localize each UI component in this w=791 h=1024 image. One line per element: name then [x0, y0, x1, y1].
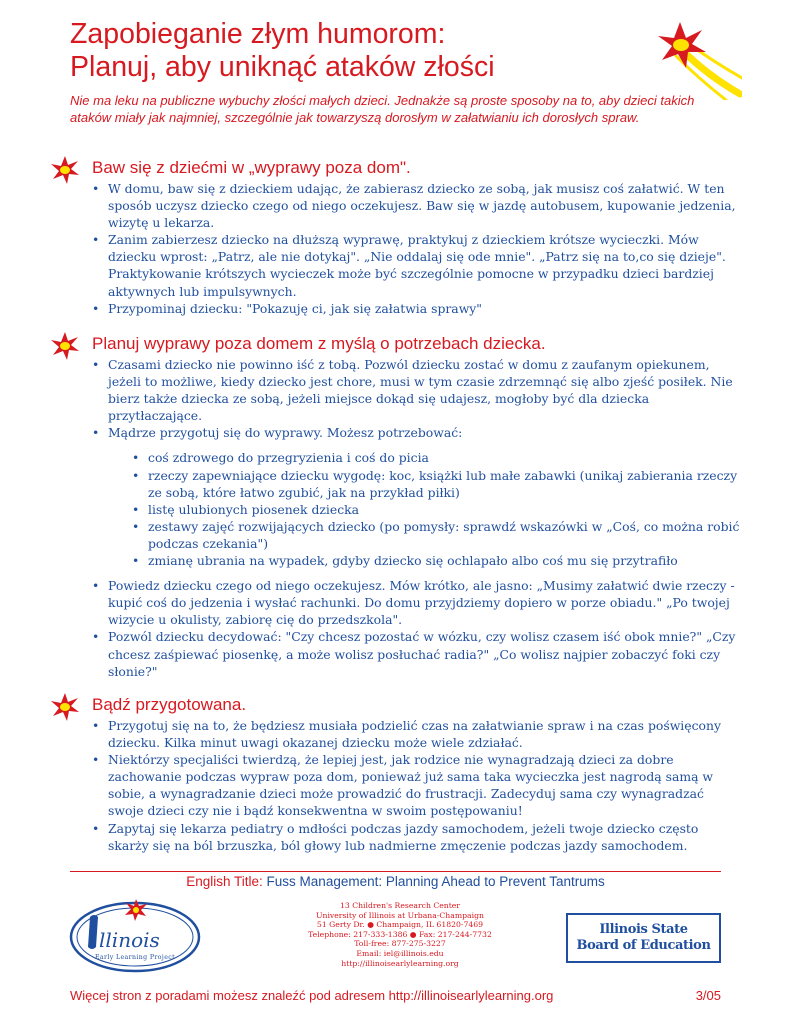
- contact-line: Email: iel@illinois.edu: [356, 948, 444, 958]
- section-heading: Baw się z dziećmi w „wyprawy poza dom".: [92, 158, 411, 177]
- list-item: • Zapytaj się lekarza pediatry o mdłości podczas jazdy samochodem, jeżeli twoje dziecko często skarży się na ból brzuszka, ból głowy lub nadmierne zmęczenie podczas jazdy samochodem.: [92, 820, 740, 854]
- contact-line: 13 Children's Research Center: [339, 901, 461, 910]
- contact-line: http://illinoisearlylearning.org: [341, 958, 459, 968]
- title-line-2: Planuj, aby uniknąć ataków złości: [70, 51, 495, 83]
- logo-wordmark: llinois: [99, 928, 160, 952]
- list-item: • W domu, baw się z dzieckiem udając, że zabierasz dziecko ze sobą, jak musisz coś załatwić. W ten sposób uczysz dziecko czego od niego oczekujesz. Baw się w jazdę autobusem, kupowanie jedzenia, wizytę u lekarza.: [92, 180, 740, 231]
- star-icon: [50, 692, 80, 722]
- page-footer: [70, 988, 721, 1003]
- english-title: [0, 874, 791, 889]
- sub-bullet-list: [132, 449, 740, 569]
- bullet-list: [92, 717, 740, 854]
- section-plan-needs: [50, 334, 740, 680]
- logo-tagline: Early Learning Project: [94, 954, 176, 961]
- contact-info: [280, 901, 520, 968]
- section-play-trips: [50, 158, 740, 317]
- section-heading: Planuj wyprawy poza domem z myślą o potrzebach dziecka.: [92, 334, 546, 353]
- list-item: • Zanim zabierzesz dziecko na dłuższą wyprawę, praktykuj z dzieckiem krótsze wycieczki. Mów dziecku wprost: „Patrz, ale nie dotykaj". „Nie oddalaj się ode mnie". „Patrz się na to,co się dzieje". Praktykowanie krótszych wycieczek może być szczególnie pomocne w przypadku dzieci bardziej aktywnych lub impulsywnych.: [92, 231, 740, 299]
- list-item: • Przygotuj się na to, że będziesz musiała podzielić czas na załatwianie spraw i na czas poświęcony dziecku. Kilka minut uwagi okazanej dziecku może wiele zdziałać.: [92, 717, 740, 751]
- contact-line: Toll-free: 877-275-3227: [354, 939, 446, 949]
- english-title-text: Fuss Management: Planning Ahead to Prevent Tantrums: [266, 874, 605, 889]
- list-item: [92, 424, 740, 569]
- contact-line: Telephone: 217-333-1386 ● Fax: 217-244-7732: [308, 929, 492, 939]
- list-item: • Powiedz dziecku czego od niego oczekujesz. Mów krótko, ale jasno: „Musimy załatwić dwie rzeczy - kupić coś do jedzenia i wysłać rachunki. Do domu przyjdziemy dopiero w porze obiadu." „Po twojej wizycie u okulisty, zabiorę cię do przedszkola".: [92, 577, 740, 628]
- shooting-star-icon: [652, 20, 742, 100]
- isbe-line-2: Board of Education: [576, 938, 711, 953]
- english-title-label: English Title:: [186, 874, 263, 889]
- list-item: • Czasami dziecko nie powinno iść z tobą. Pozwól dziecku zostać w domu z zaufanym opiekunem, jeżeli to możliwe, kiedy dziecko jest chore, musi w tym czasie zdrzemnąć się albo zjeść posiłek. Nie bierz także dziecka ze sobą, jeżeli miejsce dokąd się udajesz, mogłoby być dla dziecka przytłaczające.: [92, 356, 740, 424]
- star-icon: [50, 155, 80, 185]
- list-item: • Niektórzy specjaliści twierdzą, że lepiej jest, jak rodzice nie wynagradzają dzieci za dobre zachowanie podczas wypraw poza dom, ponieważ już sama taka wycieczka jest nagrodą samą w sobie, a wynagradzanie dzieci może prowadzić do frustracji. Zadecyduj sama czy wynagradzać swoje dzieci czy nie i bądź konsekwentna w swoim postępowaniu!: [92, 751, 740, 819]
- contact-line: University of Illinois at Urbana-Champaign: [316, 910, 484, 920]
- list-item-text: Mądrze przygotuj się do wyprawy. Możesz potrzebować:: [108, 425, 463, 441]
- sub-list-item: • listę ulubionych piosenek dziecka: [132, 501, 740, 518]
- star-icon: [50, 331, 80, 361]
- isbe-logo: [566, 913, 721, 963]
- bullet-list: [92, 180, 740, 317]
- contact-line: 51 Gerty Dr. ● Champaign, IL 61820-7469: [316, 920, 484, 930]
- sub-list-item: • rzeczy zapewniające dziecku wygodę: koc, książki lub małe zabawki (unikaj zabierania rzeczy ze sobą, które łatwo zgubić, jak na przykład piłki): [132, 467, 740, 501]
- footer-date: 3/05: [695, 988, 721, 1003]
- isbe-line-1: Illinois State: [599, 922, 688, 937]
- illinois-early-learning-logo: [68, 895, 203, 975]
- section-be-prepared: [50, 695, 740, 854]
- bullet-list: [92, 356, 740, 680]
- sub-list-item: • coś zdrowego do przegryzienia i coś do picia: [132, 449, 740, 466]
- footer-divider: [70, 871, 721, 872]
- page-title: [70, 18, 670, 84]
- sub-list-item: • zmianę ubrania na wypadek, gdyby dziecko się ochlapało albo coś mu się przytrafiło: [132, 552, 740, 569]
- sub-list-item: • zestawy zajęć rozwijających dziecko (po pomysły: sprawdź wskazówki w „Coś, co można robić podczas czekania"): [132, 518, 740, 552]
- intro-paragraph: Nie ma leku na publiczne wybuchy złości małych dzieci. Jednakże są proste sposoby na to, aby dzieci takich ataków miały jak najmniej, szczególnie jak towarzyszą dorosłym w załatwianiu ich dorosłych spraw.: [70, 93, 695, 125]
- list-item: • Przypominaj dziecku: "Pokazuję ci, jak się załatwia sprawy": [92, 300, 740, 317]
- footer-more-link-text: Więcej stron z poradami możesz znaleźć pod adresem http://illinoisearlylearning.org: [70, 988, 554, 1003]
- list-item: • Pozwól dziecku decydować: "Czy chcesz pozostać w wózku, czy wolisz czasem iść obok mnie?" „Czy chcesz zaśpiewać piosenkę, a może wolisz posłuchać radia?" „Co wolisz najpier zobaczyć foki czy słonie?": [92, 628, 740, 679]
- section-heading: Bądź przygotowana.: [92, 695, 247, 714]
- title-line-1: Zapobieganie złym humorom:: [70, 18, 446, 50]
